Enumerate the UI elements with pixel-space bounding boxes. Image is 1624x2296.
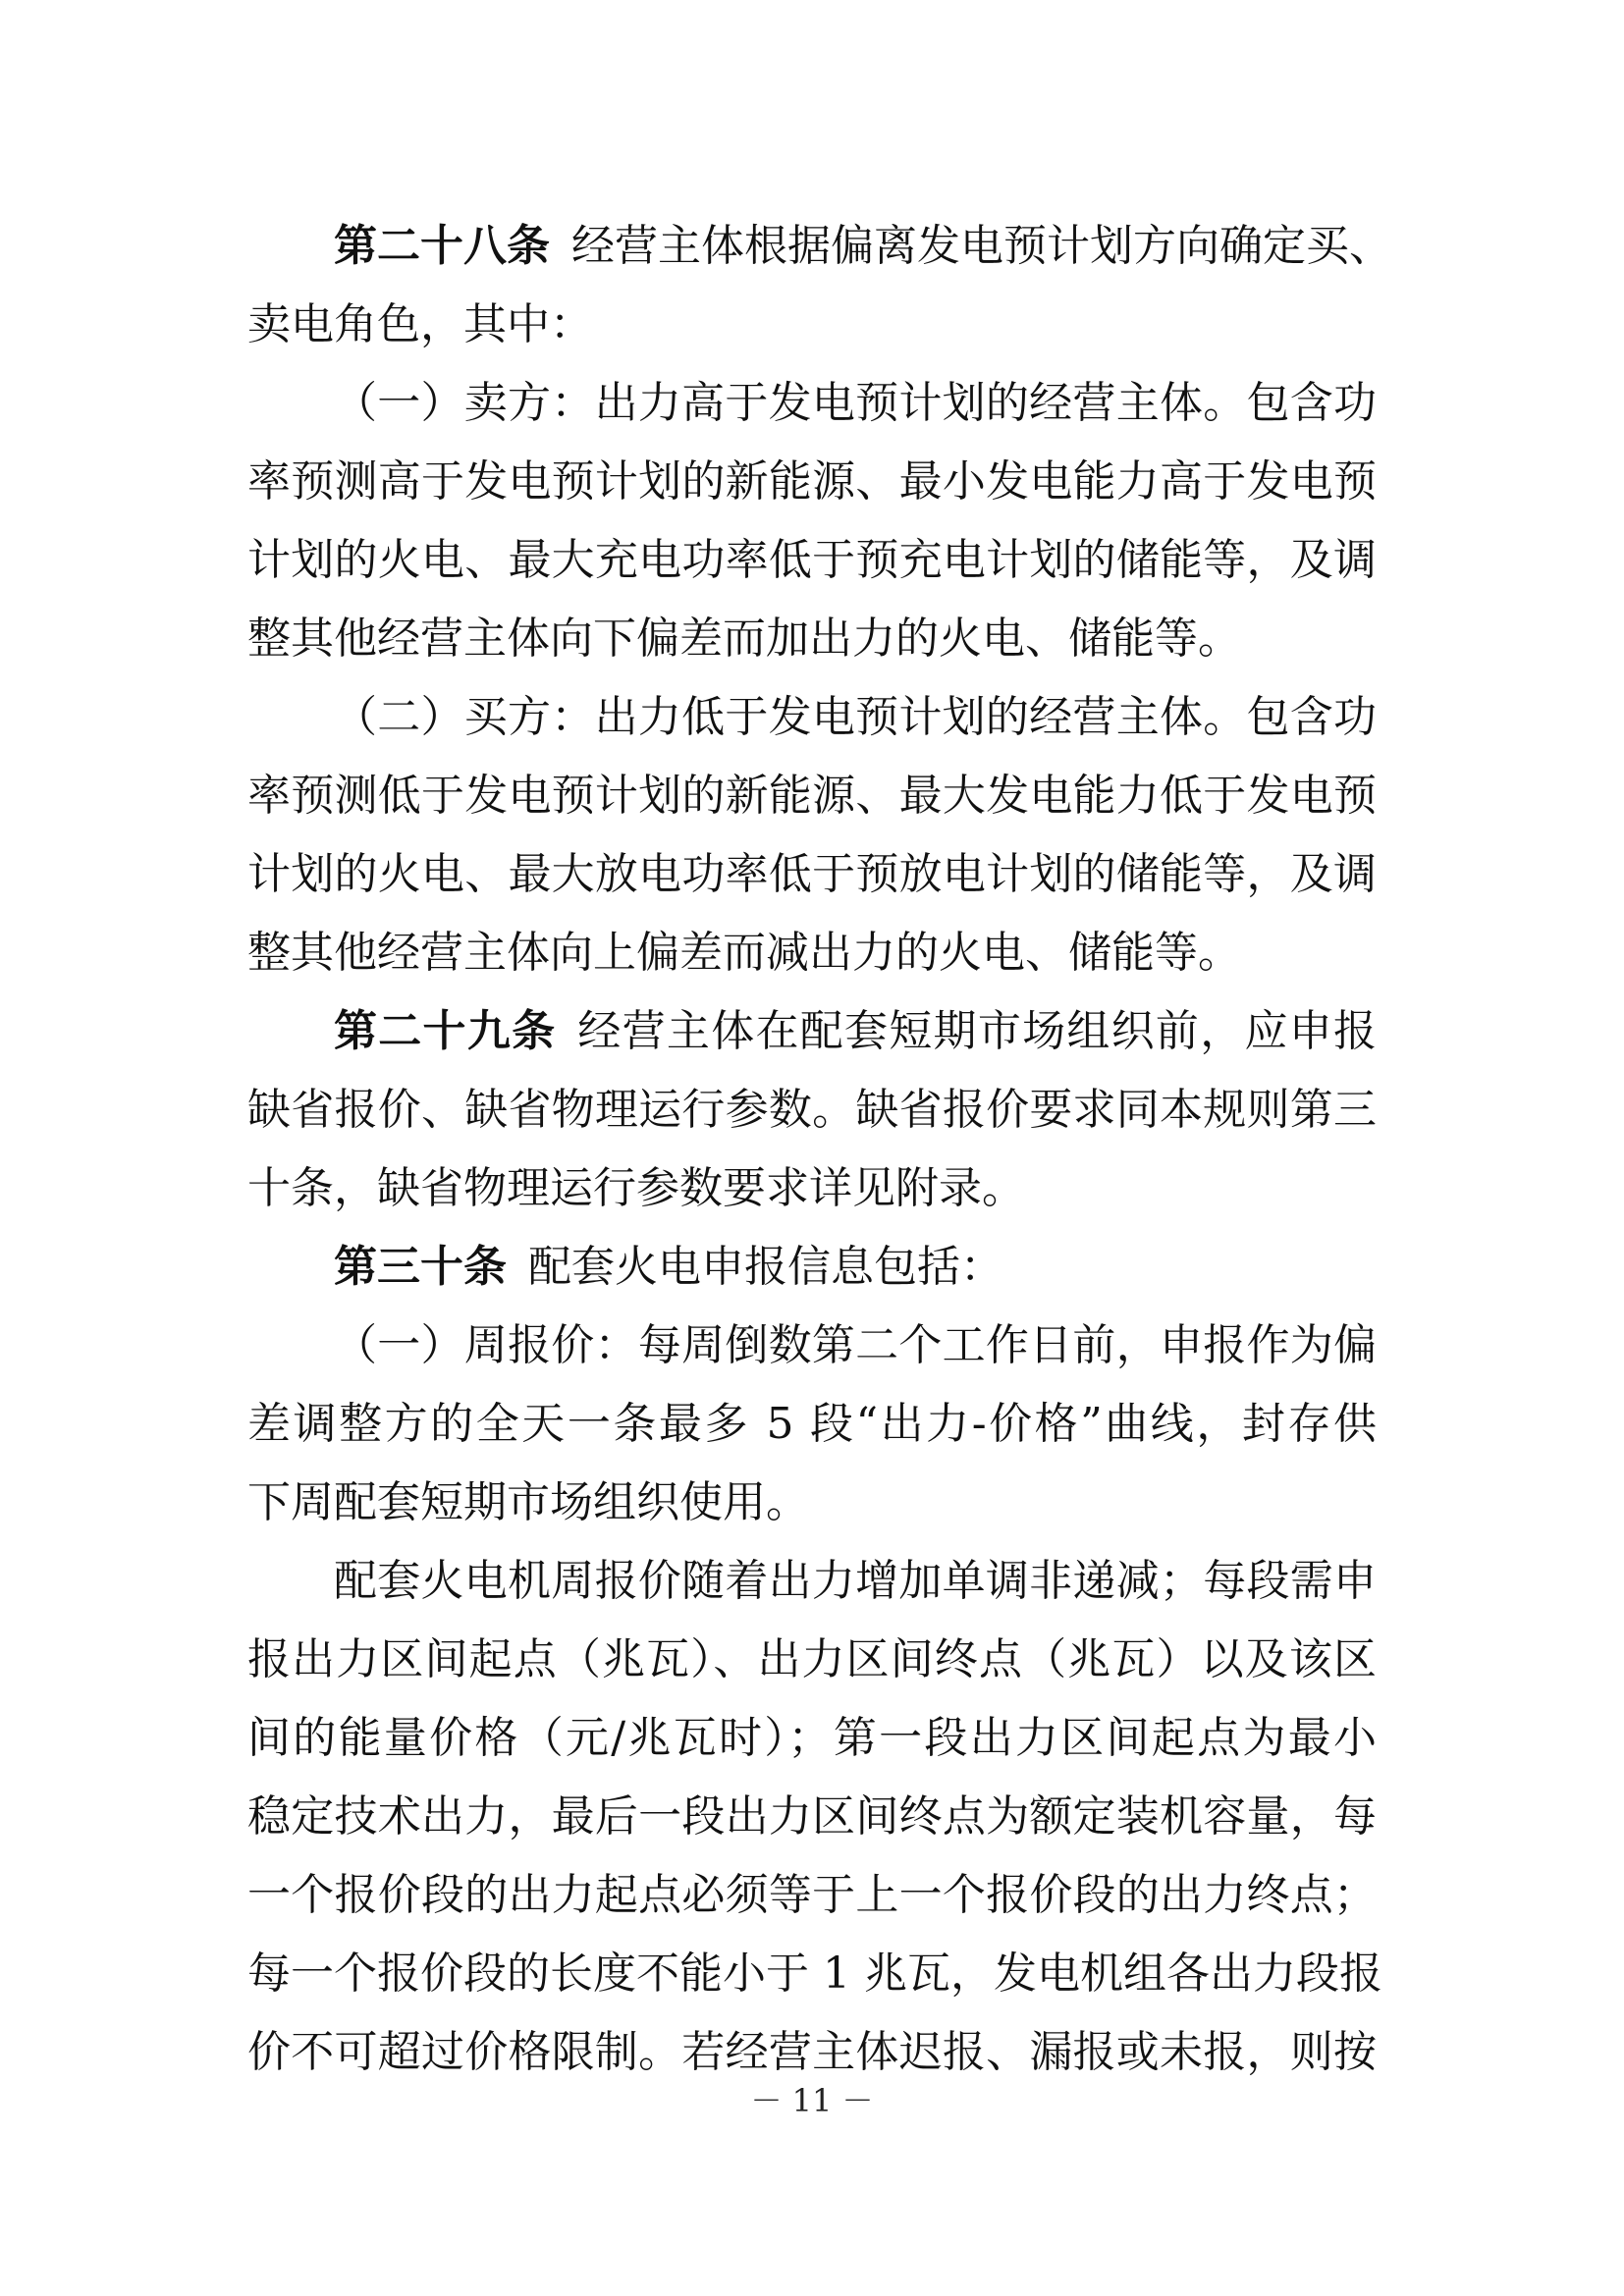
article-30-item-1-line-1: （一）周报价：每周倒数第二个工作日前，申报作为偏 [334,1320,1377,1370]
article-28-item-2-line-2: 率预测低于发电预计划的新能源、最大发电能力低于发电预 [247,771,1377,821]
article-28-item-1-line-3: 计划的火电、最大充电功率低于预充电计划的储能等，及调 [247,535,1377,585]
page-number: － 11 － [750,2082,874,2119]
article-28-item-1-line-4: 整其他经营主体向下偏差而加出力的火电、储能等。 [247,614,1241,664]
article-28-text-1: 经营主体根据偏离发电预计划方向确定买、 [571,221,1392,271]
article-28-line-1 [334,207,1392,286]
article-28-item-1-line-1: （一）卖方：出力高于发电预计划的经营主体。包含功 [334,378,1377,428]
article-30-para-line-6: 每一个报价段的长度不能小于 1 兆瓦，发电机组各出力段报 [247,1949,1382,1999]
article-28-item-2-line-4: 整其他经营主体向上偏差而减出力的火电、储能等。 [247,928,1241,978]
article-30-para-line-2: 报出力区间起点（兆瓦）、出力区间终点（兆瓦）以及该区 [247,1634,1377,1684]
article-30-para-line-5: 一个报价段的出力起点必须等于上一个报价段的出力终点； [247,1870,1377,1920]
article-30-heading: 第三十条 [334,1242,507,1292]
article-29-line-1 [334,992,1377,1071]
article-28-item-2-line-1: （二）买方：出力低于发电预计划的经营主体。包含功 [334,692,1377,742]
article-30-para-line-7: 价不可超过价格限制。若经营主体迟报、漏报或未报，则按 [247,2027,1377,2077]
article-30-line-1 [334,1228,1377,1307]
article-28-heading: 第二十八条 [334,221,550,271]
article-28-line-2: 卖电角色，其中： [247,299,593,349]
article-30-item-1-line-2: 差调整方的全天一条最多 5 段“出力-价格”曲线，封存供 [247,1399,1377,1449]
article-30-para-line-3: 间的能量价格（元/兆瓦时）；第一段出力区间起点为最小 [247,1713,1377,1763]
article-30-para-line-1: 配套火电机周报价随着出力增加单调非递减；每段需申 [334,1556,1377,1606]
article-28-item-1-line-2: 率预测高于发电预计划的新能源、最小发电能力高于发电预 [247,456,1377,507]
article-29-line-3: 十条，缺省物理运行参数要求详见附录。 [247,1163,1025,1213]
article-28-item-2-line-3: 计划的火电、最大放电功率低于预放电计划的储能等，及调 [247,849,1377,899]
article-29-text-1: 经营主体在配套短期市场组织前，应申报 [577,1006,1378,1056]
article-30-text-1: 配套火电申报信息包括： [528,1242,1003,1292]
article-29-heading: 第二十九条 [334,1006,557,1056]
article-30-item-1-line-3: 下周配套短期市场组织使用。 [247,1477,809,1527]
article-29-line-2: 缺省报价、缺省物理运行参数。缺省报价要求同本规则第三 [247,1085,1377,1135]
article-30-para-line-4: 稳定技术出力，最后一段出力区间终点为额定装机容量，每 [247,1791,1377,1842]
